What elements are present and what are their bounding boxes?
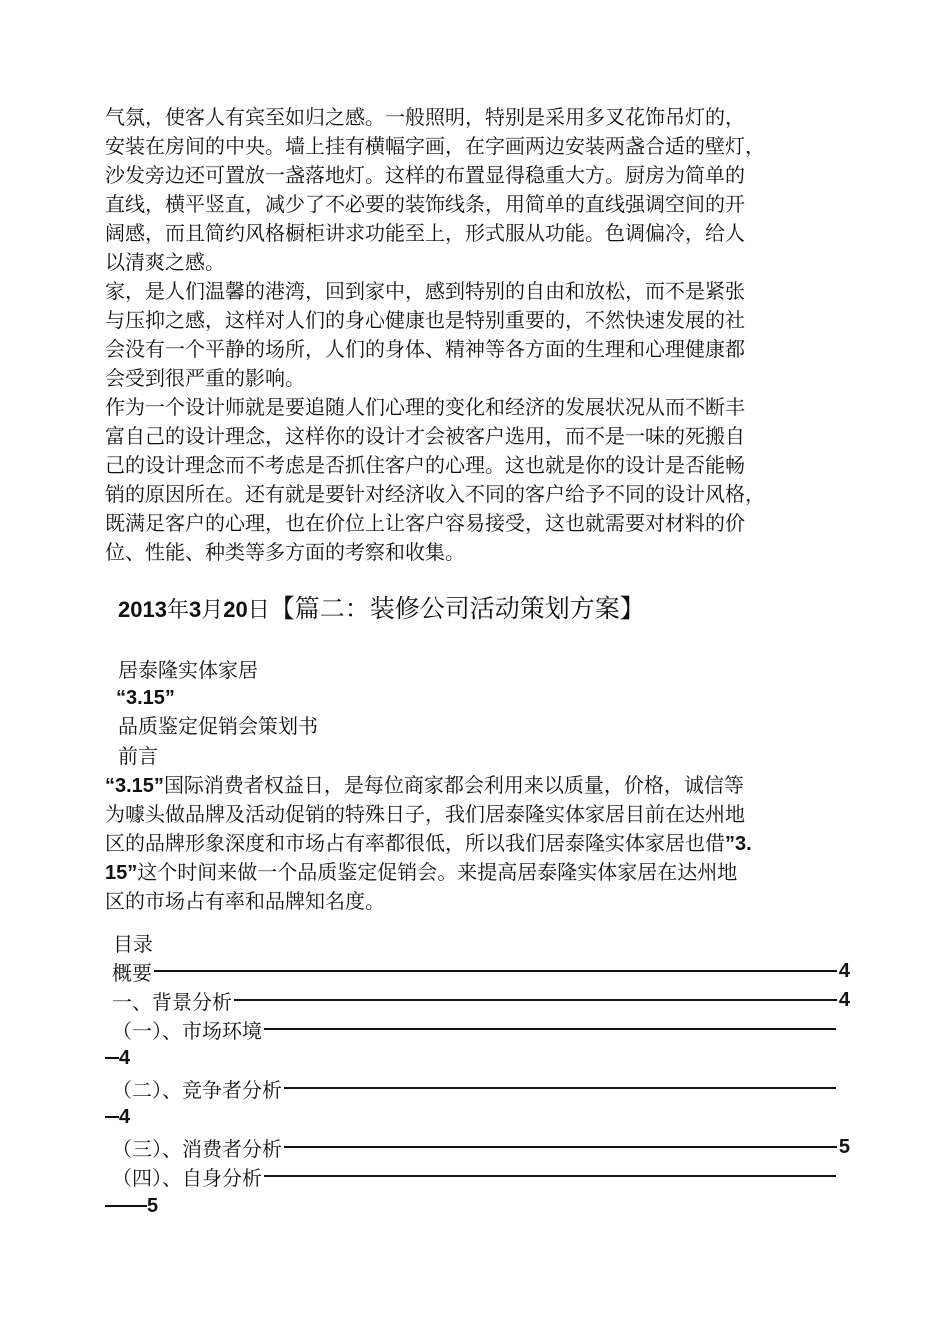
preface-text: 这个时间来做一个品质鉴定促销会。来提高居泰隆实体家居在达州地 <box>137 860 738 884</box>
preface-line <box>105 800 865 828</box>
toc-item[interactable] <box>112 1162 838 1190</box>
preface-line <box>105 887 865 915</box>
body-line: 作为一个设计师就是要追随人们心理的变化和经济的发展状况从而不断丰 <box>105 395 745 419</box>
toc-page-number: 4 <box>119 1046 131 1069</box>
toc-page-number: 4 <box>838 988 850 1011</box>
heading-month-unit: 月 <box>201 598 224 623</box>
body-line: 家，是人们温馨的港湾，回到家中，感到特别的自由和放松，而不是紧张 <box>105 279 745 303</box>
toc-leader <box>264 1028 836 1030</box>
preface-bold-text: “3.15” <box>105 775 164 797</box>
toc-leader <box>105 1057 119 1059</box>
heading-title: 【篇二：装修公司活动策划方案】 <box>269 594 645 623</box>
heading-year-unit: 年 <box>166 598 189 623</box>
toc-item[interactable] <box>112 1015 838 1043</box>
preface-text: 区的品牌形象深度和市场占有率都很低，所以我们居泰隆实体家居也借 <box>105 831 725 855</box>
toc-title: 目录 <box>113 932 153 956</box>
body-line: 阔感，而且简约风格橱柜讲求功能至上，形式服从功能。色调偏冷，给人 <box>105 221 745 245</box>
toc-item[interactable] <box>112 1074 838 1102</box>
body-line: 直线，横平竖直，减少了不必要的装饰线条，用简单的直线强调空间的开 <box>105 192 745 216</box>
body-line: 沙发旁边还可置放一盏落地灯。这样的布置显得稳重大方。厨房为简单的 <box>105 163 745 187</box>
toc-leader <box>154 970 837 972</box>
toc-item-label: （四）、自身分析 <box>112 1165 262 1190</box>
company-name: 居泰隆实体家居 <box>118 658 258 682</box>
preface-text: 国际消费者权益日，是每位商家都会利用来以质量，价格，诚信等 <box>163 773 744 797</box>
preface-text: 区的市场占有率和品牌知名度。 <box>105 889 385 913</box>
event-name: “3.15” <box>116 687 175 709</box>
toc-leader <box>264 1175 836 1177</box>
preface-line <box>105 858 865 886</box>
toc-page-number: 4 <box>838 959 850 982</box>
toc-leader <box>105 1205 147 1207</box>
body-line: 位、性能、种类等多方面的考察和收集。 <box>105 540 465 564</box>
preface-bold-text: ”3. <box>725 833 752 855</box>
toc-item[interactable] <box>112 986 850 1014</box>
body-line: 销的原因所在。还有就是要针对经济收入不同的客户给予不同的设计风格， <box>105 482 765 506</box>
heading-day: 20 <box>223 597 248 622</box>
toc-page-number: 5 <box>147 1194 159 1217</box>
toc-leader <box>284 1087 836 1089</box>
toc-item-continuation <box>105 1103 130 1131</box>
preface-line <box>105 829 865 857</box>
toc-item-label: 概要 <box>112 960 152 985</box>
toc-item[interactable] <box>112 957 850 985</box>
toc-item[interactable] <box>112 1133 850 1161</box>
body-line: 会受到很严重的影响。 <box>105 366 305 390</box>
toc-page-number: 4 <box>119 1105 131 1128</box>
body-line: 气氛，使客人有宾至如归之感。一般照明，特别是采用多叉花饰吊灯的， <box>105 105 745 129</box>
preface-text: 为噱头做品牌及活动促销的特殊日子，我们居泰隆实体家居目前在达州地 <box>105 802 745 826</box>
preface-line <box>105 771 865 799</box>
preface-heading: 前言 <box>118 744 158 768</box>
toc-item-label: （二）、竞争者分析 <box>112 1077 282 1102</box>
body-line: 富自己的设计理念，这样你的设计才会被客户选用，而不是一味的死搬自 <box>105 424 745 448</box>
heading-year: 2013 <box>118 597 167 622</box>
document-subtitle: 品质鉴定促销会策划书 <box>118 714 318 738</box>
toc-item-label: 一、背景分析 <box>112 989 232 1014</box>
body-line: 与压抑之感，这样对人们的身心健康也是特别重要的，不然快速发展的社 <box>105 308 745 332</box>
body-line: 会没有一个平静的场所，人们的身体、精神等各方面的生理和心理健康都 <box>105 337 745 361</box>
toc-page-number: 5 <box>838 1135 850 1158</box>
toc-item-continuation <box>105 1192 158 1220</box>
preface-bold-text: 15” <box>105 862 138 884</box>
toc-leader <box>105 1116 119 1118</box>
heading-day-unit: 日 <box>247 598 270 623</box>
toc-leader <box>284 1146 837 1148</box>
body-line: 安装在房间的中央。墙上挂有横幅字画，在字画两边安装两盏合适的壁灯， <box>105 134 765 158</box>
toc-item-continuation <box>105 1044 130 1072</box>
body-line: 己的设计理念而不考虑是否抓住客户的心理。这也就是你的设计是否能畅 <box>105 453 745 477</box>
section-heading <box>118 592 858 626</box>
heading-month: 3 <box>188 597 202 622</box>
toc-leader <box>234 999 837 1001</box>
body-line: 既满足客户的心理，也在价位上让客户容易接受，这也就需要对材料的价 <box>105 511 745 535</box>
body-line: 以清爽之感。 <box>105 250 225 274</box>
toc-item-label: （三）、消费者分析 <box>112 1136 282 1161</box>
toc-item-label: （一）、市场环境 <box>112 1018 262 1043</box>
